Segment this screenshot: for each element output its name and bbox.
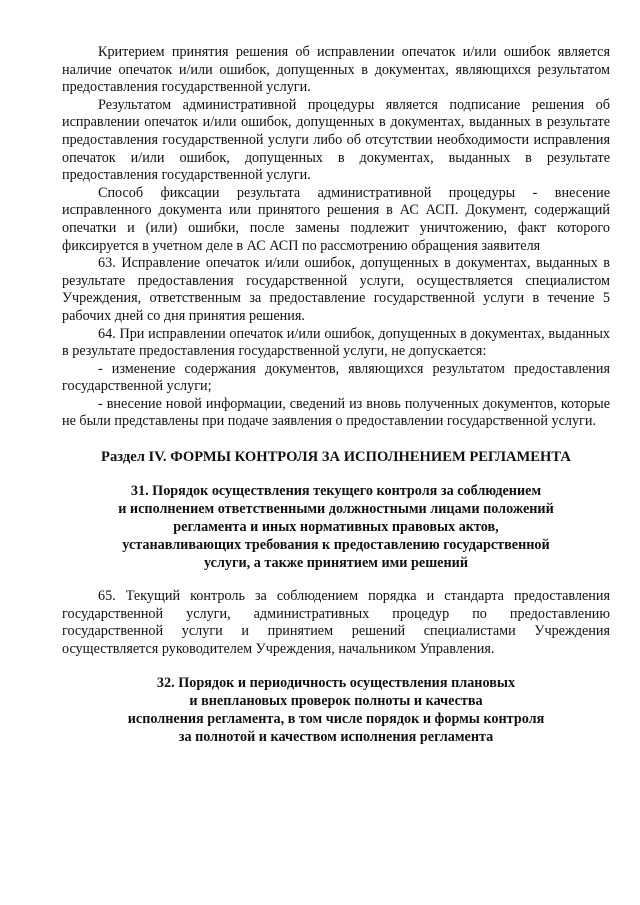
- subsection-32-heading: [62, 674, 610, 746]
- paragraph-fixation-method: Способ фиксации результата административной процедуры - внесение исправленного документа или принятого решения в АС АСП. Документ, содержащий опечатки и (или) ошибки, после замены подлежит уничтожению, факт которого фиксируется в учетном деле в АС АСП по рассмотрению обращения заявителя: [62, 184, 610, 254]
- subsection-31-line: регламента и иных нормативных правовых актов,: [173, 519, 499, 536]
- subsection-32-line: и внеплановых проверок полноты и качества: [189, 693, 483, 710]
- subsection-31-heading: [62, 482, 610, 572]
- paragraph-result: Результатом административной процедуры является подписание решения об исправлении опечаток и/или ошибок, допущенных в документах, выданных в результате предоставления государственной услуги либо об отсутствии необходимости исправления опечаток и/или ошибок, допущенных в документах, выданных в результате предоставления государственной услуги.: [62, 96, 610, 184]
- paragraph-63: 63. Исправление опечаток и/или ошибок, допущенных в документах, выданных в результате предоставления государственной услуги, осуществляется специалистом Учреждения, ответственным за предоставление государственной услуги в течение 5 рабочих дней со дня принятия решения.: [62, 255, 610, 324]
- subsection-31-line: устанавливающих требования к предоставлению государственной: [122, 537, 550, 554]
- subsection-32-line: исполнения регламента, в том числе порядок и формы контроля: [127, 711, 545, 728]
- paragraph-65: 65. Текущий контроль за соблюдением порядка и стандарта предоставления государственной услуги, административных процедур по предоставлению государственной услуги и принятием решений специалистами Учреждения осуществляется руководителем Учреждения, начальником Управления.: [62, 588, 610, 657]
- paragraph-64: 64. При исправлении опечаток и/или ошибок, допущенных в документах, выданных в результате предоставления государственной услуги, не допускается:: [62, 325, 610, 360]
- list-item-new-information: - внесение новой информации, сведений из вновь полученных документов, которые не были представлены при подаче заявления о предоставлении государственной услуги.: [62, 395, 610, 430]
- list-item-content-change: - изменение содержания документов, являющихся результатом предоставления государственной услуги;: [62, 360, 610, 395]
- document-page: [62, 44, 610, 746]
- subsection-31-line: 31. Порядок осуществления текущего контроля за соблюдением: [130, 483, 542, 500]
- paragraph-criterion: Критерием принятия решения об исправлении опечаток и/или ошибок является наличие опечаток и/или ошибок, допущенных в документах, являющихся результатом предоставления государственной услуги.: [62, 44, 610, 96]
- section-heading: Раздел IV. ФОРМЫ КОНТРОЛЯ ЗА ИСПОЛНЕНИЕМ РЕГЛАМЕНТА: [101, 449, 571, 466]
- subsection-31-line: услуги, а также принятием ими решений: [204, 555, 468, 572]
- subsection-32-line: 32. Порядок и периодичность осуществления плановых: [156, 675, 516, 692]
- subsection-32-line: за полнотой и качеством исполнения регламента: [178, 729, 494, 746]
- subsection-31-line: и исполнением ответственными должностными лицами положений: [118, 501, 554, 518]
